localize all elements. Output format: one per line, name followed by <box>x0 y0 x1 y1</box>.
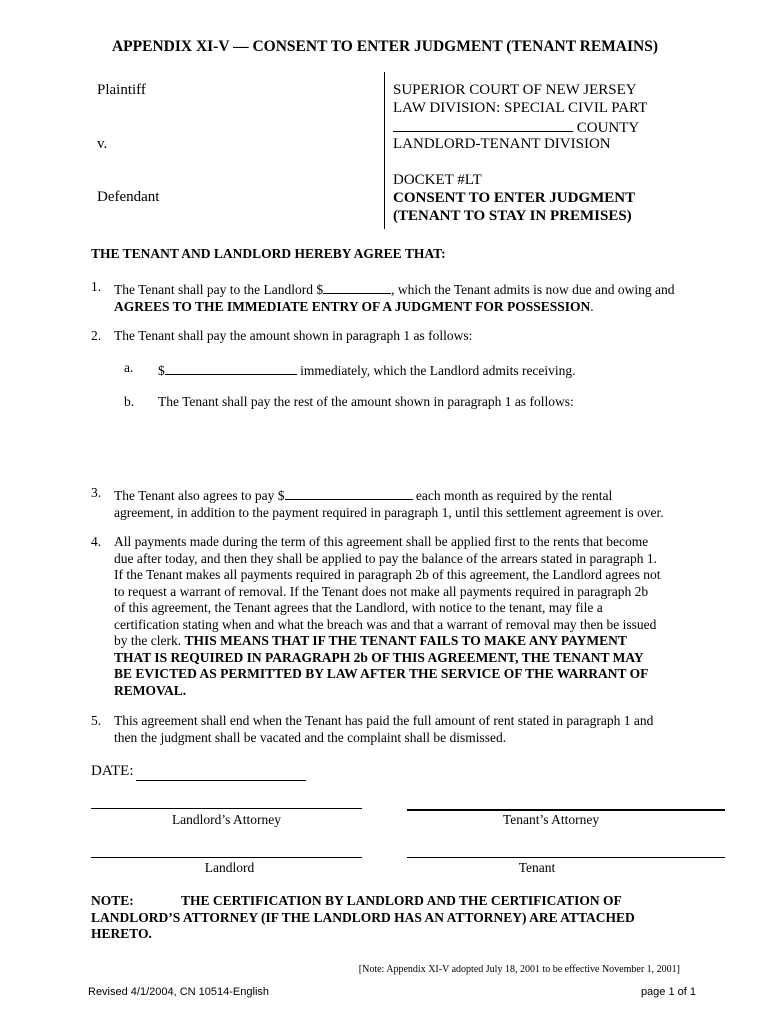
paragraph-3 <box>91 485 731 519</box>
paragraph-text: due after today, and then they shall be applied to pay the balance of the arrears stated in paragraph 1. <box>114 550 658 566</box>
paragraph-text: , which the Tenant admits is now due and owing and <box>391 282 675 297</box>
paragraph-text: The Tenant also agrees to pay $ <box>114 488 285 503</box>
date-label: DATE: <box>91 763 134 779</box>
landlord-signature-line[interactable] <box>91 857 362 858</box>
plaintiff-label: Plaintiff <box>97 82 146 98</box>
tenant-attorney-label: Tenant’s Attorney <box>502 812 600 827</box>
court-name: SUPERIOR COURT OF NEW JERSEY <box>393 82 637 98</box>
paragraph-text: This agreement shall end when the Tenant has paid the full amount of rent stated in paragraph 1 and <box>114 713 654 728</box>
dollar-sign: $ <box>158 363 165 378</box>
county-label: COUNTY <box>576 120 640 136</box>
paragraph-text: certification stating when and what the breach was and that a warrant of removal may then be issued <box>114 616 657 632</box>
landlord-attorney-signature-line[interactable] <box>91 808 362 809</box>
paragraph-text: each month as required by the rental <box>415 488 613 503</box>
note-text: HERETO. <box>91 926 152 941</box>
note-text: THE CERTIFICATION BY LANDLORD AND THE CERTIFICATION OF <box>181 893 622 908</box>
defendant-label: Defendant <box>97 189 160 205</box>
tenant-attorney-signature-line[interactable] <box>407 809 725 811</box>
paragraph-text: of this agreement, the Tenant agrees that the Landlord, with notice to the tenant, may file a <box>114 600 603 615</box>
paragraph-4 <box>91 534 731 700</box>
amount-due-blank[interactable] <box>323 279 391 294</box>
county-line <box>393 117 641 137</box>
county-blank[interactable] <box>393 117 573 132</box>
document-title-line2: (TENANT TO STAY IN PREMISES) <box>393 208 632 224</box>
immediate-payment-blank[interactable] <box>165 360 297 375</box>
paragraph-bold-text: THAT IS REQUIRED IN PARAGRAPH 2b OF THIS AGREEMENT, THE TENANT MAY <box>114 649 644 665</box>
sub-item-label: b. <box>124 394 135 409</box>
docket-label: DOCKET #LT <box>393 172 482 188</box>
paragraph-text: The Tenant shall pay to the Landlord $ <box>114 282 324 297</box>
paragraph-text: immediately, which the Landlord admits receiving. <box>300 363 576 378</box>
paragraph-text: The Tenant shall pay the amount shown in paragraph 1 as follows: <box>114 328 473 343</box>
revision-footer: Revised 4/1/2004, CN 10514-English <box>88 986 270 998</box>
adoption-note: [Note: Appendix XI-V adopted July 18, 2001 to be effective November 1, 2001] <box>358 964 680 975</box>
monthly-payment-blank[interactable] <box>285 485 413 500</box>
paragraph-text: The Tenant shall pay the rest of the amount shown in paragraph 1 as follows: <box>158 394 574 409</box>
court-division: LAW DIVISION: SPECIAL CIVIL PART <box>393 100 648 116</box>
paragraph-1 <box>91 279 731 313</box>
paragraph-bold-text: BE EVICTED AS PERMITTED BY LAW AFTER THE SERVICE OF THE WARRANT OF <box>114 666 649 681</box>
paragraph-number: 3. <box>91 485 102 500</box>
paragraph-text: If the Tenant makes all payments required in paragraph 2b of this agreement, the Landlord agrees not <box>114 567 661 582</box>
landlord-label: Landlord <box>204 860 255 875</box>
caption-divider <box>384 72 385 229</box>
paragraph-bold-text: AGREES TO THE IMMEDIATE ENTRY OF A JUDGMENT FOR POSSESSION <box>114 298 591 314</box>
paragraph-2a <box>124 360 724 378</box>
landlord-attorney-label: Landlord’s Attorney <box>171 812 282 827</box>
paragraph-number: 2. <box>91 328 102 343</box>
paragraph-number: 4. <box>91 534 102 549</box>
versus-label: v. <box>97 136 108 152</box>
paragraph-bold-text: THIS MEANS THAT IF THE TENANT FAILS TO MAKE ANY PAYMENT <box>184 633 627 648</box>
paragraph-text: by the clerk. <box>114 633 182 648</box>
date-blank[interactable] <box>136 780 306 781</box>
document-title-line1: CONSENT TO ENTER JUDGMENT <box>393 190 636 206</box>
page-title: APPENDIX XI-V — CONSENT TO ENTER JUDGMENT (TENANT REMAINS) <box>111 38 659 55</box>
paragraph-text: . <box>590 298 594 314</box>
paragraph-text: to request a warrant of removal. If the Tenant does not make all payments required in paragraph 2b <box>114 583 649 599</box>
paragraph-text: agreement, in addition to the payment required in paragraph 1, until this settlement agreement is over. <box>114 504 664 520</box>
tenant-label: Tenant <box>518 860 556 875</box>
paragraph-5 <box>91 713 731 747</box>
tenant-signature-line[interactable] <box>407 857 725 858</box>
paragraph-text: then the judgment shall be vacated and the complaint shall be dismissed. <box>114 729 507 745</box>
paragraph-2b <box>124 394 724 412</box>
attachment-note <box>91 893 635 943</box>
note-label: NOTE: <box>91 893 134 908</box>
paragraph-number: 5. <box>91 713 102 728</box>
paragraph-bold-text: REMOVAL. <box>114 682 187 698</box>
note-text: LANDLORD’S ATTORNEY (IF THE LANDLORD HAS AN ATTORNEY) ARE ATTACHED <box>91 909 635 925</box>
sub-item-label: a. <box>124 360 134 375</box>
paragraph-number: 1. <box>91 279 102 294</box>
agreement-intro: THE TENANT AND LANDLORD HEREBY AGREE THAT: <box>91 246 446 261</box>
paragraph-2 <box>91 328 731 346</box>
page-number: page 1 of 1 <box>640 986 696 998</box>
paragraph-text: All payments made during the term of this agreement shall be applied first to the rents that become <box>114 534 649 549</box>
division-label: LANDLORD-TENANT DIVISION <box>393 136 611 152</box>
